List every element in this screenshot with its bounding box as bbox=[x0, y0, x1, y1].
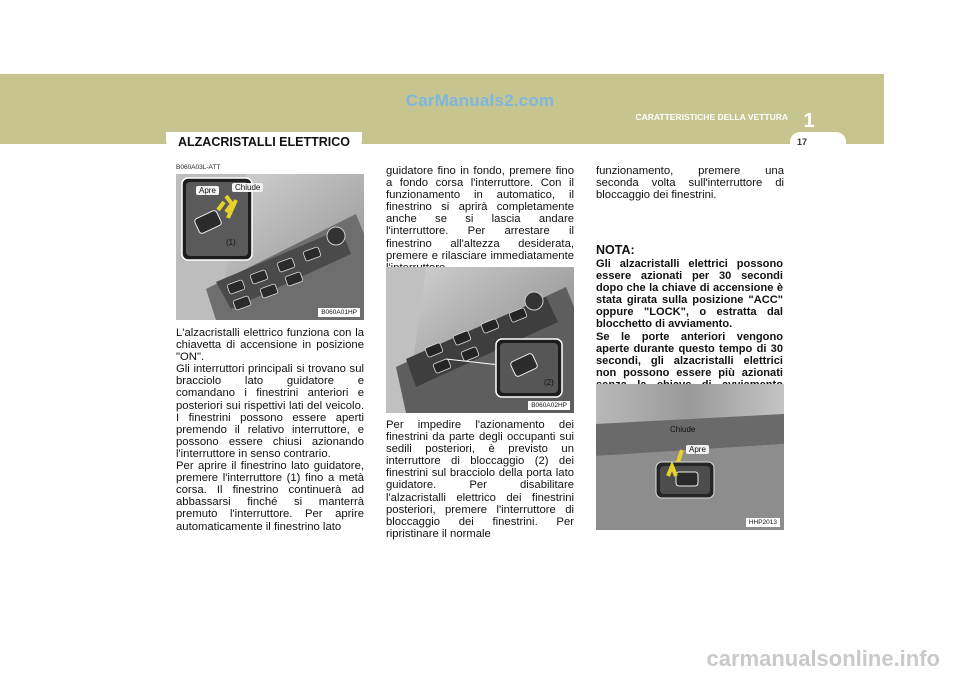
note-title: NOTA: bbox=[596, 243, 635, 257]
paragraph: Per aprire il finestrino lato guidatore, premere l'interruttore (1) fino a metà corsa. Il finestrino continuerà ad abbassarsi finché si manterrà premuto l'interruttore. Per aprire automaticamente il finestrino lato bbox=[176, 460, 364, 533]
door-armrest-illustration bbox=[176, 174, 364, 320]
column-2-text-top bbox=[386, 165, 574, 274]
lock-switch-illustration bbox=[386, 267, 574, 413]
label-open: Apre bbox=[196, 186, 219, 195]
page-number: 17 bbox=[796, 137, 807, 147]
note-paragraph: Gli alzacristalli elettrici possono essere azionati per 30 secondi dopo che la chiave di accensione è stata girata sulla posizione "ACC" oppure "LOCK", o estratta dal blocchetto di avviamento. bbox=[596, 258, 783, 331]
figure-code: HHP2013 bbox=[746, 518, 780, 527]
figure-window-switches bbox=[176, 174, 364, 320]
column-1-text bbox=[176, 327, 364, 533]
passenger-switch-illustration bbox=[596, 384, 784, 530]
paragraph: Per impedire l'azionamento dei finestrini da parte degli occupanti sui sedili posteriori, è previsto un interruttore di bloccaggio (2) dei finestrini sul bracciolo della porta lato guidatore. Per disabilitare l'alzacristalli elettrico dei finestrini posteriori, premere l'interruttore di bloccaggio dei finestrini. Per ripristinare il normale bbox=[386, 419, 574, 540]
top-margin bbox=[0, 0, 960, 74]
label-open: Apre bbox=[686, 445, 709, 454]
section-title: ALZACRISTALLI ELETTRICO bbox=[178, 135, 350, 149]
paragraph: Gli interruttori principali si trovano sul bracciolo lato guidatore e comandano i finestrini anteriori e posteriori sui rispettivi lati del veicolo. I finestrini possono essere aperti premendo il relativo interruttore, e possono essere chiusi azionando l'interruttore in senso contrario. bbox=[176, 363, 364, 460]
chapter-title: CARATTERISTICHE DELLA VETTURA bbox=[635, 112, 788, 122]
header-watermark[interactable]: CarManuals2.com bbox=[405, 91, 555, 110]
label-close: Chiude bbox=[232, 183, 263, 192]
label-switch-2: (2) bbox=[544, 378, 554, 387]
section-code: B060A03L-ATT bbox=[176, 164, 221, 171]
figure-lock-switch bbox=[386, 267, 574, 413]
figure-passenger-switch bbox=[596, 384, 784, 530]
note-paragraph: Se le porte anteriori vengono aperte durante questo tempo di 30 secondi, gli alzacristalli elettrici non possono essere più azionati bbox=[596, 330, 783, 379]
note-text bbox=[596, 258, 783, 403]
label-switch-1: (1) bbox=[226, 238, 236, 247]
column-3-text bbox=[596, 165, 784, 201]
figure-code: B060A01HP bbox=[318, 308, 360, 317]
header-rule bbox=[0, 132, 884, 144]
figure-code: B060A02HP bbox=[528, 401, 570, 410]
paragraph: guidatore fino in fondo, premere fino a fondo corsa l'interruttore. Con il funzionamento in automatico, il finestrino si aprirà completamente anche se si lascia andare l'interruttore. Per arrestare il finestrino all'altezza desiderata, premere e rilasciare immediatamente bbox=[386, 165, 574, 262]
label-close: Chiude bbox=[670, 425, 696, 434]
chapter-number: 1 bbox=[803, 110, 815, 132]
paragraph: L'alzacristalli elettrico funziona con la chiavetta di accensione in posizione "ON". bbox=[176, 327, 364, 364]
footer-watermark[interactable]: carmanualsonline.info bbox=[706, 646, 940, 671]
column-2-text-bottom bbox=[386, 419, 574, 540]
paragraph: funzionamento, premere una seconda volta sull'interruttore di bloccaggio dei finestrini. bbox=[596, 165, 784, 202]
